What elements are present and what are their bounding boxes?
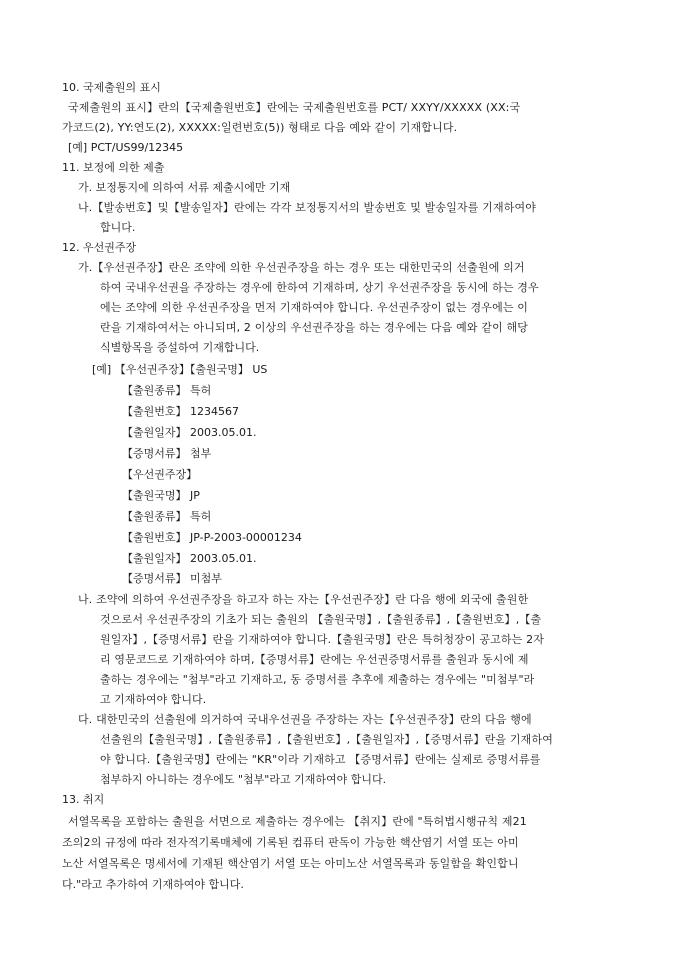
example-line: 【증명서류】 첨부 (122, 447, 212, 460)
section-11-item-na-line-2: 합니다. (100, 221, 136, 234)
example-line: 【증명서류】 미첨부 (122, 572, 222, 585)
section-13-text-line-1: 서열목록을 포함하는 출원을 서면으로 제출하는 경우에는 【취지】란에 "특허법시행규칙 제21 (68, 815, 527, 828)
section-12-item-da-line-3: 야 합니다.【출원국명】란에는 "KR"이라 기재하고 【증명서류】란에는 실제로 증명서류를 (100, 753, 541, 766)
section-12-item-da-line-1: 다. 대한민국의 선출원에 의거하여 국내우선권을 주장하는 자는【우선권주장】란의 다음 행에 (78, 713, 532, 726)
section-12-item-da-line-4: 첨부하지 아니하는 경우에도 "첨부"라고 기재하여야 합니다. (100, 773, 387, 786)
section-12-item-ga-line-3: 에는 조약에 의한 우선권주장을 먼저 기재하여야 합니다. 우선권주장이 없는 경우에는 이 (100, 301, 529, 314)
section-12-example-head: [예] 【우선권주장】【출원국명】 US (92, 363, 268, 376)
example-line: 【우선권주장】 (122, 468, 198, 481)
section-13-text-line-4: 다."라고 추가하여 기재하여야 합니다. (62, 878, 244, 891)
section-12-item-ga-line-4: 란을 기재하여서는 아니되며, 2 이상의 우선권주장을 하는 경우에는 다음 예와 같이 해당 (100, 321, 529, 334)
section-12-item-ga-line-1: 가.【우선권주장】란은 조약에 의한 우선권주장을 하는 경우 또는 대한민국의 선출원에 의거 (78, 261, 525, 274)
section-12-item-ga-line-2: 하여 국내우선권을 주장하는 경우에 한하여 기재하며, 상기 우선권주장을 동시에 하는 경우 (100, 281, 539, 294)
section-13-text-line-3: 노산 서열목록은 명세서에 기재된 핵산염기 서열 또는 아미노산 서열목록과 동일함을 확인합니 (62, 857, 519, 870)
section-12-item-da-line-2: 선출원의【출원국명】,【출원종류】,【출원번호】,【출원일자】,【증명서류】란을 기재하여 (100, 733, 554, 746)
section-13-heading: 13. 취지 (62, 793, 105, 806)
section-11-heading: 11. 보정에 의한 제출 (62, 161, 165, 174)
section-12-item-ga-line-5: 식별항목을 증설하여 기재합니다. (100, 341, 260, 354)
example-line: 【출원일자】 2003.05.01. (122, 426, 257, 439)
section-12-item-na-line-6: 고 기재하여야 합니다. (100, 693, 207, 706)
section-12-item-na-line-4: 리 영문코드로 기재하여야 하며,【증명서류】란에는 우선권증명서류를 출원과 동시에 제 (100, 653, 529, 666)
section-10-heading: 10. 국제출원의 표시 (62, 81, 161, 94)
section-12-item-na-line-3: 원일자】,【증명서류】란을 기재하여야 합니다.【출원국명】란은 특허청장이 공고하는 2자 (100, 633, 545, 646)
section-12-item-na-line-2: 것으로서 우선권주장의 기초가 되는 출원의 【출원국명】,【출원종류】,【출원번호】,【출 (100, 613, 542, 626)
example-line: 【출원종류】 특허 (122, 510, 212, 523)
section-12-item-na-line-5: 출하는 경우에는 "첨부"라고 기재하고, 동 증명서를 추후에 제출하는 경우에는 "미첨부"라 (100, 673, 535, 686)
section-10-example: [예] PCT/US99/12345 (68, 141, 184, 154)
example-line: 【출원국명】 JP (122, 489, 200, 502)
section-10-text-line-1: 국제출원의 표시】란의【국제출원번호】란에는 국제출원번호를 PCT/ XXYY/XXXXX (XX:국 (68, 101, 521, 114)
example-line: 【출원일자】 2003.05.01. (122, 552, 257, 565)
section-13-text-line-2: 조의2의 규정에 따라 전자적기록매체에 기록된 컴퓨터 판독이 가능한 핵산염기 서열 또는 아미 (62, 836, 519, 849)
section-11-item-ga: 가. 보정통지에 의하여 서류 제출시에만 기재 (78, 181, 291, 194)
section-11-item-na-line-1: 나.【발송번호】및【발송일자】란에는 각각 보정통지서의 발송번호 및 발송일자를 기재하여야 (78, 201, 537, 214)
example-line: 【출원종류】 특허 (122, 384, 212, 397)
section-12-item-na-line-1: 나. 조약에 의하여 우선권주장을 하고자 하는 자는【우선권주장】란 다음 행에 외국에 출원한 (78, 593, 529, 606)
section-10-text-line-2: 가코드(2), YY:연도(2), XXXXX:일련번호(5)) 형태로 다음 예와 같이 기재합니다. (62, 121, 458, 134)
example-line: 【출원번호】 JP-P-2003-00001234 (122, 531, 302, 544)
example-line: 【출원번호】 1234567 (122, 405, 239, 418)
section-12-heading: 12. 우선권주장 (62, 241, 137, 254)
